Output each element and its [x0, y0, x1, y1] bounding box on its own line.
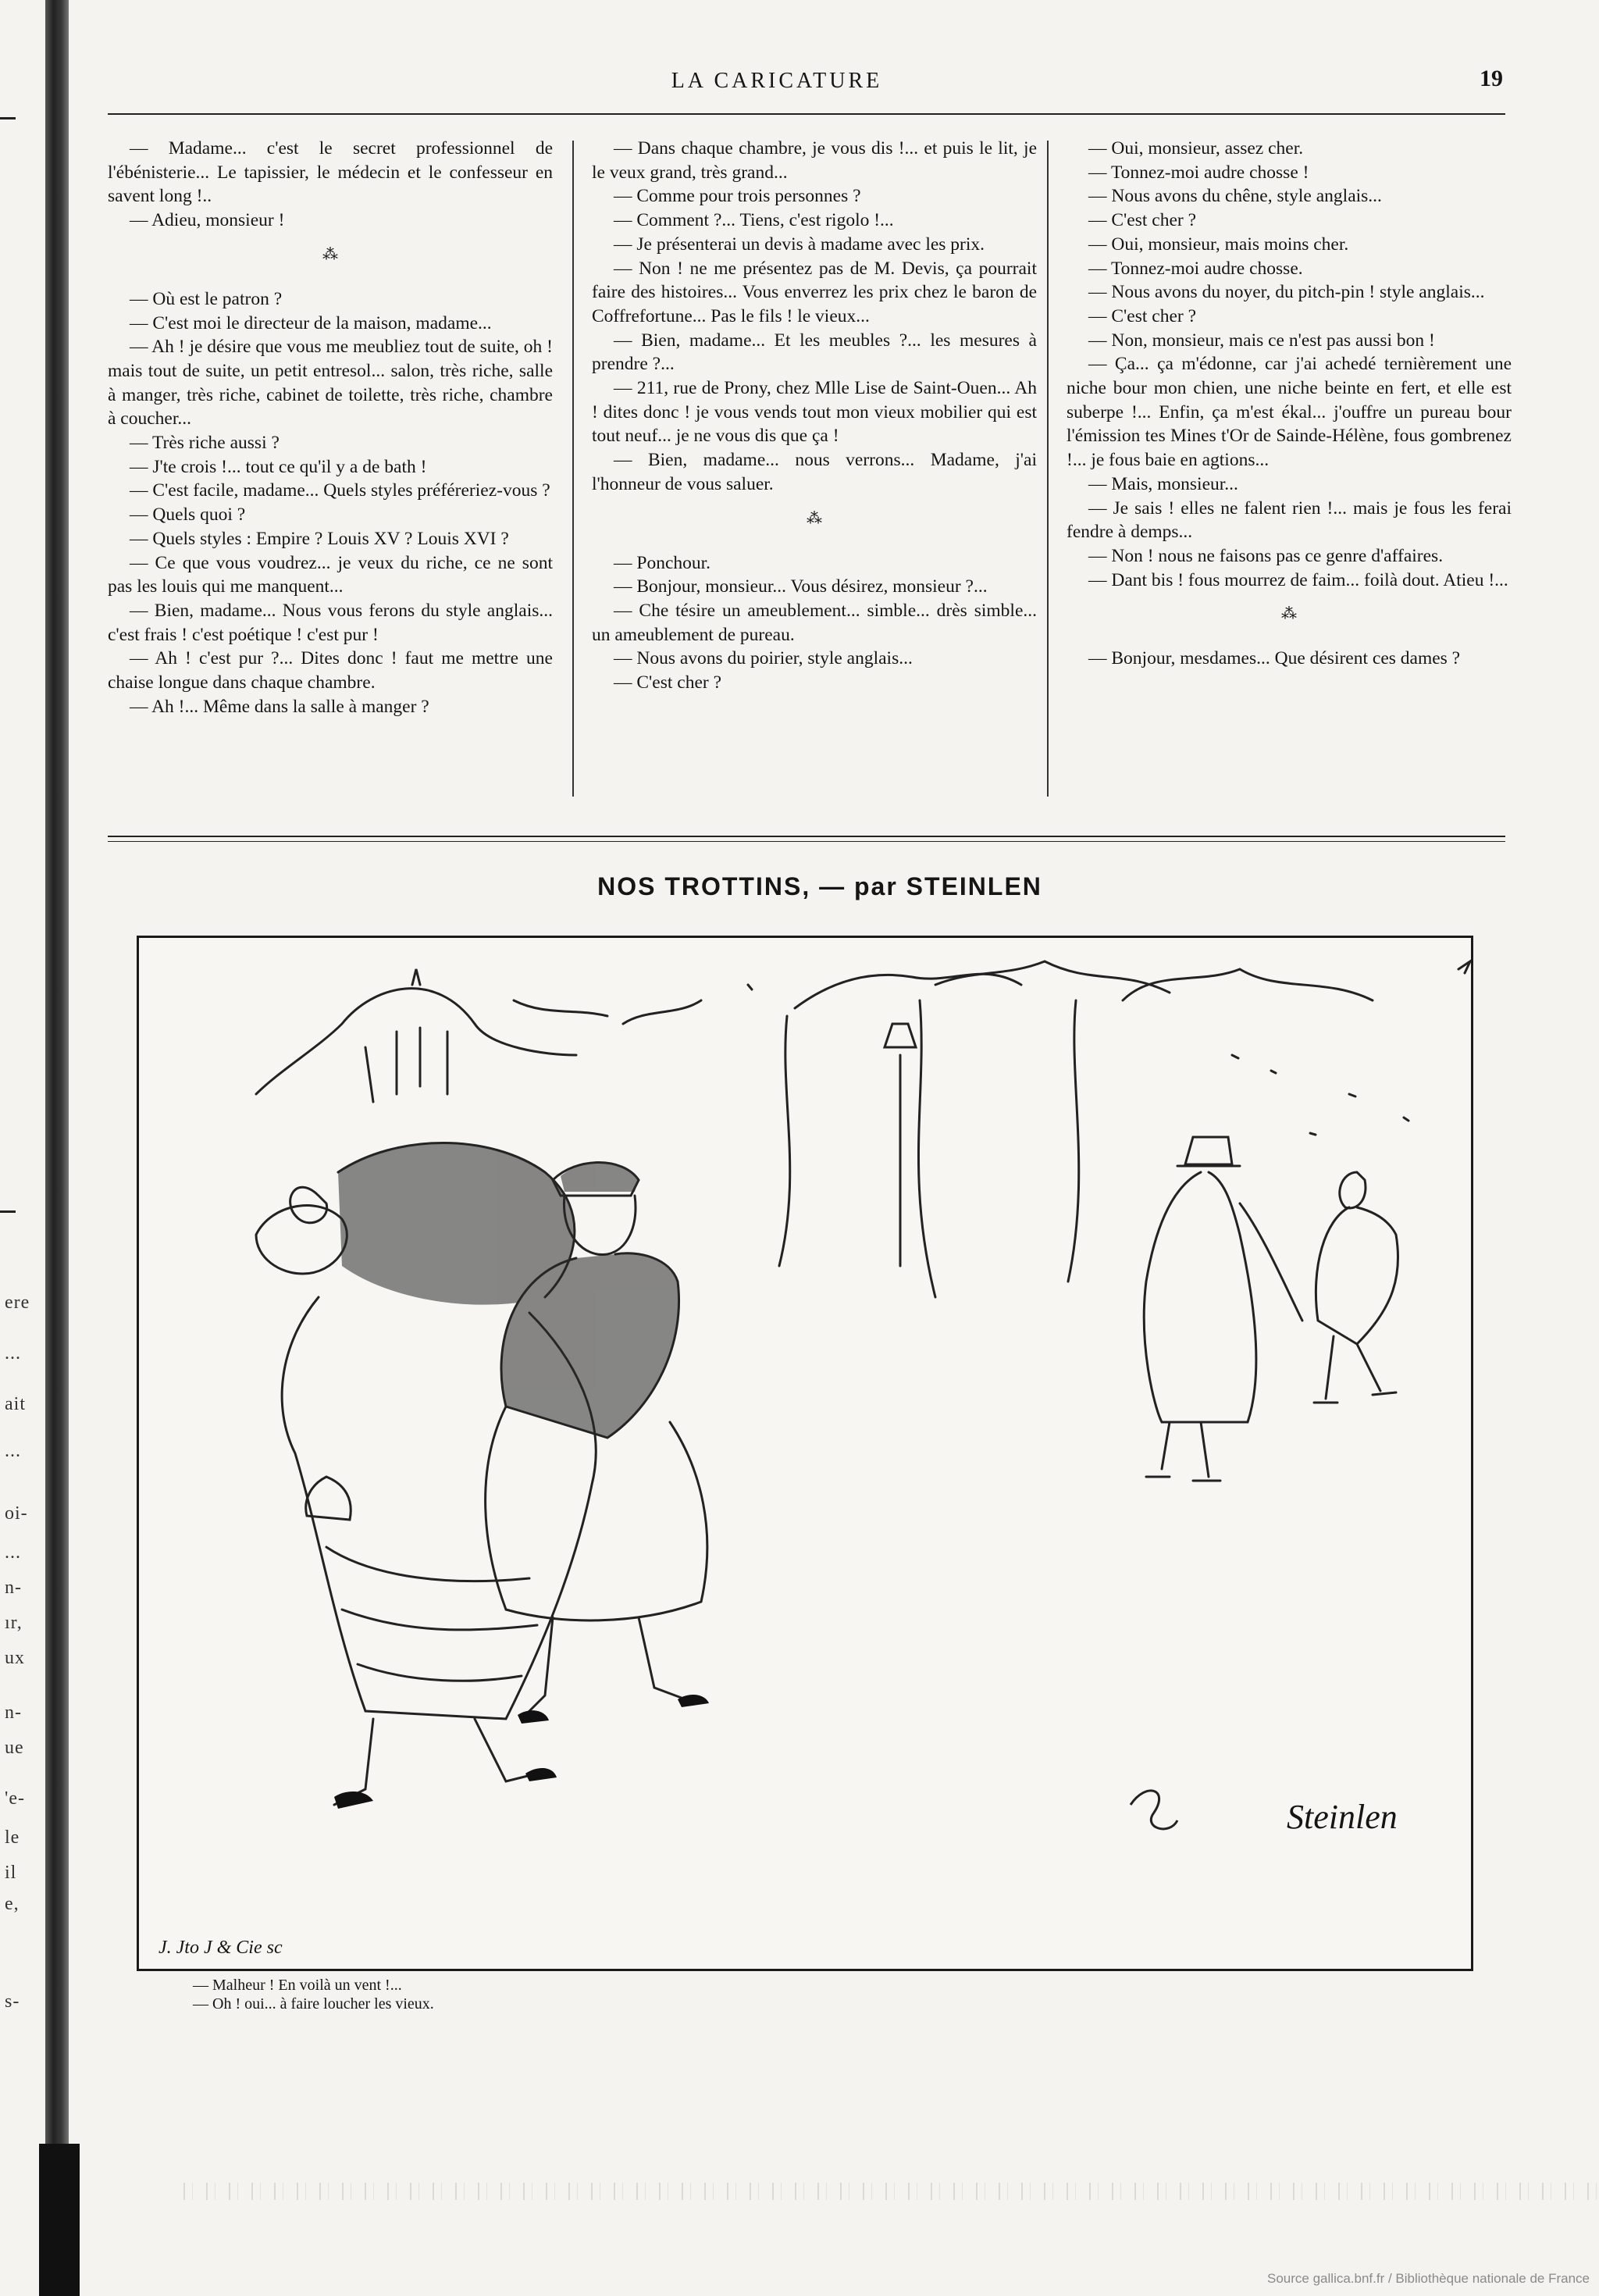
- building-outline: [256, 989, 576, 1094]
- dialogue-line: — Quels styles : Empire ? Louis XV ? Louis XVI ?: [130, 528, 509, 549]
- section-rule: [108, 836, 1505, 837]
- dialogue-line: — Oui, monsieur, assez cher.: [1088, 138, 1304, 159]
- facing-page-fragment: 'e-: [5, 1788, 25, 1809]
- dialogue-line: — Nous avons du chêne, style anglais...: [1088, 186, 1382, 207]
- dialogue-line: — Bien, madame... Et les meubles ?... les mesures à prendre ?...: [592, 330, 1037, 375]
- dialogue-line: — Tonnez-moi audre chosse !: [1088, 162, 1309, 183]
- dialogue-line: — C'est cher ?: [1088, 210, 1197, 231]
- second-man-coat: [1316, 1207, 1398, 1344]
- tree-branches: [514, 1000, 701, 1024]
- facing-page-fragment: n-: [5, 1578, 22, 1598]
- dialogue-line: — Non, monsieur, mais ce n'est pas aussi bon !: [1088, 330, 1435, 351]
- dialogue-line: — Quels quoi ?: [130, 504, 246, 526]
- dialogue-line: — Bonjour, monsieur... Vous désirez, monsieur ?...: [614, 576, 988, 597]
- dialogue-line: — Madame... c'est le secret professionnel de l'ébénisterie... Le tapissier, le médecin et le confesseur en savent long !..: [108, 138, 553, 207]
- dialogue-line: — J'te crois !... tout ce qu'il y a de bath !: [130, 456, 427, 477]
- dialogue-line: — Che tésire un ameublement... simble... drès simble... un ameublement de pureau.: [592, 600, 1037, 645]
- woman-shoe: [334, 1792, 373, 1809]
- dome-finial: [412, 969, 420, 985]
- asterism-separator: ⁂: [1281, 605, 1297, 623]
- dialogue-line: — Comme pour trois personnes ?: [614, 186, 861, 207]
- header-rule: [108, 113, 1505, 115]
- dialogue-line: — Non ! nous ne faisons pas ce genre d'affaires.: [1088, 545, 1444, 566]
- dialogue-line: — Comment ?... Tiens, c'est rigolo !...: [614, 210, 894, 231]
- page-header: [82, 66, 1503, 100]
- cartoon-title: NOS TROTTINS, — par STEINLEN: [597, 872, 1042, 900]
- section-rule-thin: [108, 841, 1505, 842]
- dialogue-line: — C'est facile, madame... Quels styles préféreriez-vous ?: [130, 480, 550, 501]
- caption-line: — Oh ! oui... à faire loucher les vieux.: [193, 1995, 434, 2013]
- column-divider: [572, 141, 574, 797]
- dialogue-line: — Ah !... Même dans la salle à manger ?: [130, 696, 429, 717]
- artist-signature: Steinlen: [1287, 1798, 1398, 1836]
- facing-page-fragment: il: [5, 1863, 17, 1883]
- dialogue-line: — C'est moi le directeur de la maison, madame...: [130, 312, 492, 333]
- woman-shoe: [525, 1768, 557, 1781]
- dialogue-line: — Où est le patron ?: [130, 288, 283, 309]
- text-column-2: [592, 137, 1037, 695]
- dialogue-line: — Dans chaque chambre, je vous dis !... et puis le lit, je le veux grand, très grand...: [592, 138, 1037, 183]
- dialogue-line: — Tonnez-moi audre chosse.: [1088, 258, 1303, 279]
- dialogue-line: — C'est cher ?: [614, 672, 722, 693]
- text-column-1: [108, 137, 553, 718]
- scan-noise: [183, 2183, 1599, 2200]
- facing-page-fragment: e,: [5, 1894, 20, 1914]
- snow-marks: [748, 985, 1408, 1135]
- dialogue-line: — Adieu, monsieur !: [130, 210, 285, 231]
- dialogue-line: — Ce que vous voudrez... je veux du riche, ce ne sont pas les louis qui me manquent...: [108, 552, 553, 597]
- column-divider: [1047, 141, 1049, 797]
- facing-page-fragment: oi-: [5, 1503, 28, 1524]
- man-legs: [1146, 1422, 1220, 1481]
- dialogue-line: — Mais, monsieur...: [1088, 473, 1238, 494]
- binding-shadow: [39, 2144, 80, 2296]
- engraver-credit: J. Jto J & Cie sc: [158, 1938, 283, 1958]
- dialogue-line: — Nous avons du noyer, du pitch-pin ! style anglais...: [1088, 282, 1485, 303]
- source-credit: Source gallica.bnf.fr / Bibliothèque nationale de France: [1267, 2271, 1590, 2286]
- top-hat: [1177, 1137, 1240, 1166]
- dialogue-line: — Bonjour, mesdames... Que désirent ces dames ?: [1088, 648, 1461, 669]
- gutter-rule: [0, 1210, 16, 1213]
- dialogue-line: — Très riche aussi ?: [130, 433, 280, 454]
- asterism-separator: ⁂: [807, 509, 822, 527]
- dialogue-line: — 211, rue de Prony, chez Mlle Lise de Saint-Ouen... Ah ! dites donc ! je vous vends tout mon vieux mobilier qui est tout neuf... je ne vous dis que ça !: [592, 378, 1037, 447]
- dialogue-line: — Ah ! je désire que vous me meubliez tout de suite, oh ! mais tout de suite, un petit entresol... salon, très riche, salle à manger, très riche, cabinet de toilette, très riche, chambre à coucher...: [108, 337, 553, 430]
- caption-line: — Malheur ! En voilà un vent !...: [193, 1977, 402, 1994]
- asterism-separator: ⁂: [322, 245, 338, 263]
- tree-trunk: [918, 961, 1170, 1297]
- left-gutter: [0, 0, 45, 2296]
- dialogue-line: — Ponchour.: [614, 552, 711, 573]
- cartoon-caption: [193, 1976, 434, 2013]
- dialogue-line: — Bien, madame... Nous vous ferons du style anglais... c'est frais ! c'est poétique ! c'est pur !: [108, 600, 553, 645]
- dialogue-line: — Bien, madame... nous verrons... Madame, j'ai l'honneur de vous saluer.: [592, 450, 1037, 494]
- newspaper-page: [82, 0, 1599, 2296]
- skirt-folds: [326, 1547, 537, 1681]
- woman-bag: [306, 1477, 351, 1520]
- facing-page-fragment: s-: [5, 1991, 20, 2012]
- page-title: LA CARICATURE: [671, 69, 883, 93]
- dialogue-line: — C'est cher ?: [1088, 305, 1197, 326]
- dialogue-line: — Nous avons du poirier, style anglais...: [614, 648, 913, 669]
- dialogue-line: — Oui, monsieur, mais moins cher.: [1088, 234, 1349, 255]
- lamp-post: [885, 1024, 916, 1266]
- dialogue-line: — Non ! ne me présentez pas de M. Devis, ça pourrait faire des histoires... Vous enverrez les prix chez le baron de Coffrefortune... Pas le fils ! le vieux...: [592, 258, 1037, 326]
- gutter-rule: [0, 117, 16, 119]
- dialogue-line: — Je présenterai un devis à madame avec les prix.: [614, 234, 985, 255]
- second-woman-shoe: [518, 1710, 549, 1724]
- second-man-legs: [1314, 1336, 1396, 1403]
- page-number: 19: [1480, 66, 1503, 91]
- dialogue-line: — Je sais ! elles ne falent rien !... mais je fous les ferai fendre à demps...: [1067, 497, 1512, 543]
- woman-legs: [334, 1719, 537, 1805]
- facing-page-fragment: ux: [5, 1648, 25, 1668]
- text-column-3: [1067, 137, 1512, 671]
- dialogue-line: — Ça... ça m'édonne, car j'ai achedé ternièrement une niche bour mon chien, une niche beinte en fert, et elle est suberpe !... Enfin, ça m'est ékal... j'ouffre un pureau bour l'émission tes Mines t'Or de Sainde-Hélène, fous gombrenez !... je fous baie en agtions...: [1067, 354, 1512, 471]
- dialogue-line: — Dant bis ! fous mourrez de faim... foilà dout. Atieu !...: [1088, 569, 1508, 590]
- facing-page-fragment: ...: [5, 1441, 21, 1461]
- facing-page-fragment: le: [5, 1827, 20, 1848]
- facing-page-fragment: ...: [5, 1542, 21, 1563]
- bird-mark: [1458, 961, 1470, 973]
- facing-page-fragment: ...: [5, 1343, 21, 1364]
- book-binding: [45, 0, 69, 2144]
- man-coat: [1144, 1172, 1256, 1422]
- monogram-mark: [1131, 1791, 1177, 1829]
- facing-page-fragment: ue: [5, 1738, 24, 1758]
- walking-cane: [1240, 1203, 1302, 1321]
- text-columns: [108, 137, 1512, 804]
- dialogue-line: — Ah ! c'est pur ?... Dites donc ! faut me mettre une chaise longue dans chaque chambre.: [108, 648, 553, 693]
- building-columns: [365, 1028, 447, 1102]
- facing-page-fragment: n-: [5, 1702, 22, 1723]
- facing-page-fragment: ait: [5, 1394, 26, 1414]
- cartoon-illustration: [137, 936, 1473, 1971]
- woman-head: [256, 1206, 347, 1274]
- cartoon-drawing: [139, 938, 1471, 1969]
- second-man-head: [1340, 1172, 1366, 1208]
- facing-page-fragment: ır,: [5, 1613, 23, 1633]
- facing-page-fragment: ere: [5, 1292, 30, 1313]
- second-woman-shoe: [678, 1695, 709, 1707]
